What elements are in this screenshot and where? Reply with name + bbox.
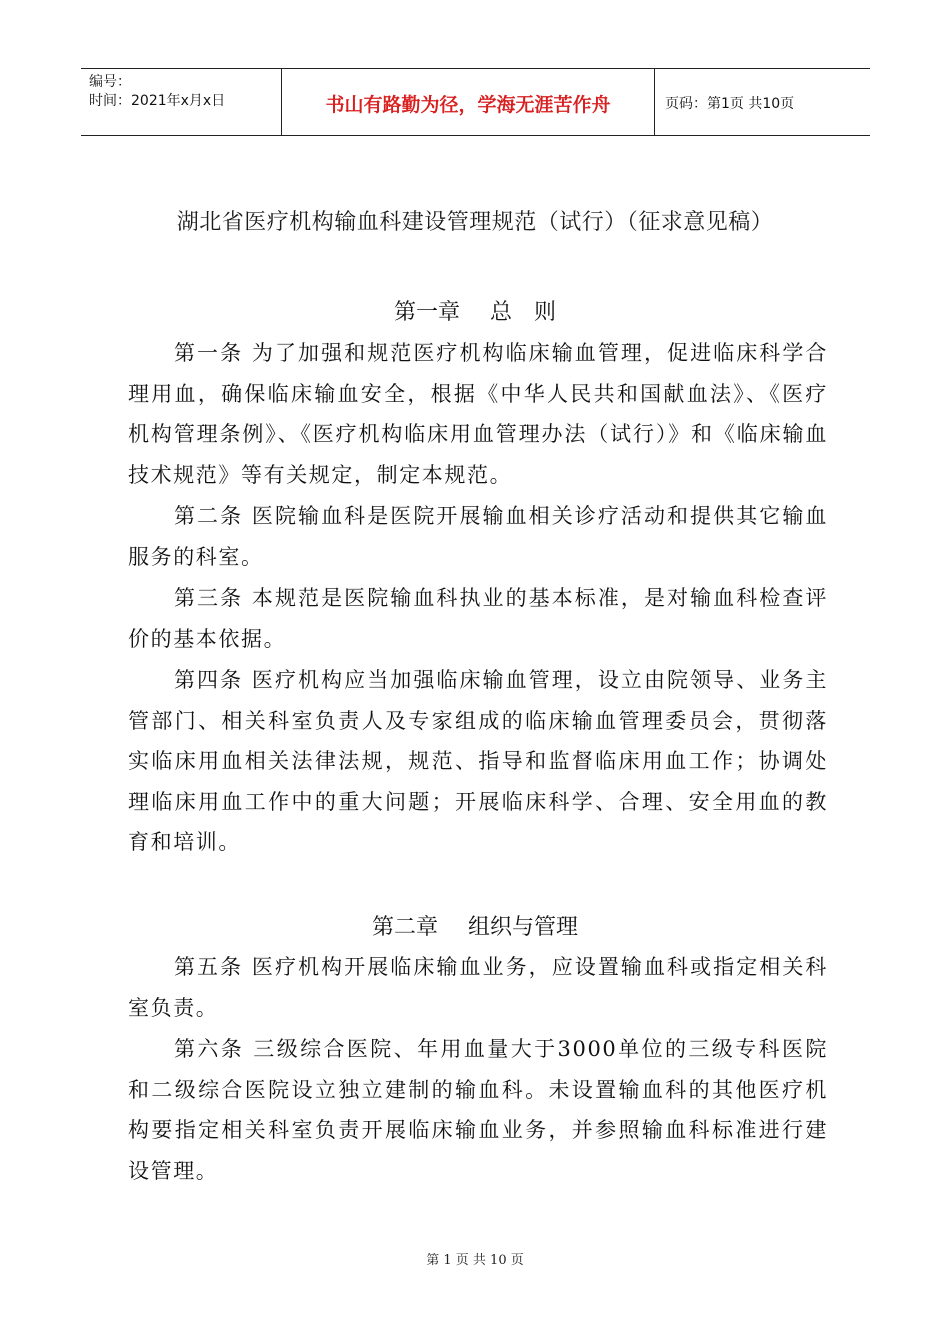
document-header-table	[81, 68, 870, 136]
page-info-text: 页码：第1页 共10页	[665, 96, 795, 112]
page-info-cell	[655, 69, 870, 135]
chapter-2-number: 第二章	[371, 915, 438, 940]
motto-text: 书山有路勤为径，学海无涯苦作舟	[325, 93, 611, 116]
article-2: 第二条 医院输血科是医院开展输血相关诊疗活动和提供其它输血服务的科室。	[128, 504, 828, 569]
article-6: 第六条 三级综合医院、年用血量大于3000单位的三级专科医院和二级综合医院设立独立建制的输血科。未设置输血科的其他医疗机构要指定相关科室负责开展临床输血业务，并参照输血科标准进行建设管理。	[128, 1037, 828, 1183]
article-4: 第四条 医疗机构应当加强临床输血管理，设立由院领导、业务主管部门、相关科室负责人及专家组成的临床输血管理委员会，贯彻落实临床用血相关法律法规，规范、指导和监督临床用血工作；协调处理临床用血工作中的重大问题；开展临床科学、合理、安全用血的教育和培训。	[128, 668, 828, 854]
document-title: 湖北省医疗机构输血科建设管理规范（试行）（征求意见稿）	[176, 210, 774, 235]
page-footer: 第 1 页 共 10 页	[426, 1253, 524, 1268]
article-3: 第三条 本规范是医院输血科执业的基本标准，是对输血科检查评价的基本依据。	[128, 586, 828, 651]
chapter-1-title: 总 则	[490, 300, 557, 325]
header-meta-cell	[81, 69, 282, 135]
article-1: 第一条 为了加强和规范医疗机构临床输血管理，促进临床科学合理用血，确保临床输血安全，根据《中华人民共和国献血法》、《医疗机构管理条例》、《医疗机构临床用血管理办法（试行）》和《临床输血技术规范》等有关规定，制定本规范。	[128, 341, 828, 487]
chapter-2-heading	[0, 910, 950, 941]
chapter-1-heading	[0, 295, 950, 326]
motto-cell	[282, 69, 655, 135]
article-5: 第五条 医疗机构开展临床输血业务，应设置输血科或指定相关科室负责。	[128, 955, 828, 1020]
chapter-1-number: 第一章	[393, 300, 460, 325]
chapter-2-title: 组织与管理	[468, 915, 579, 940]
number-label: 编号：	[89, 74, 131, 90]
time-label: 时间：2021年x月x日	[89, 93, 226, 109]
